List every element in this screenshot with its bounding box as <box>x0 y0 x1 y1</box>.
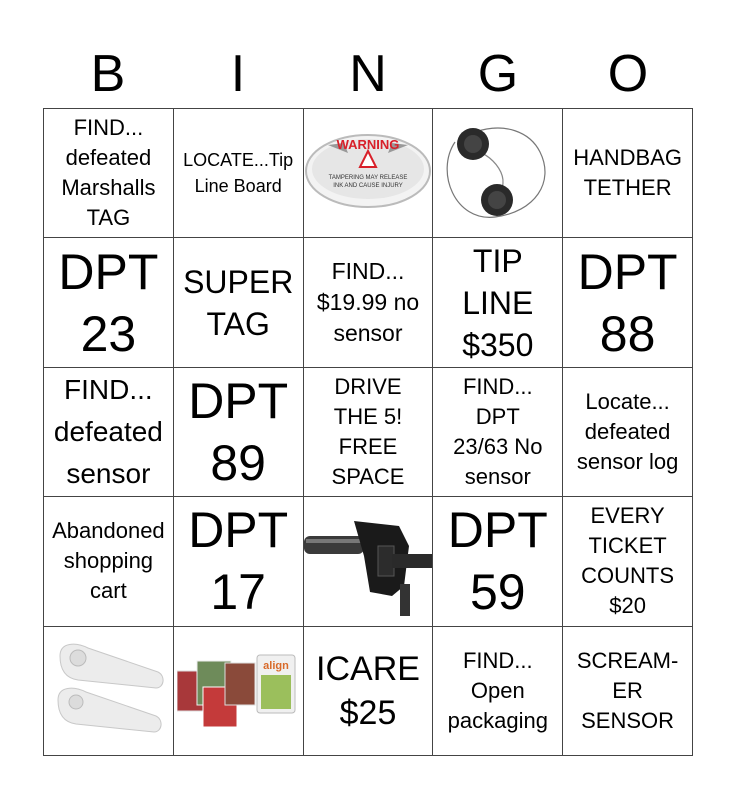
cell-text: FIND... Open packaging <box>447 647 548 733</box>
header-letter-o: O <box>607 45 649 103</box>
cell-o1[interactable] <box>563 109 693 238</box>
cell-text: SUPER TAG <box>183 263 294 342</box>
bingo-card <box>43 108 693 756</box>
cable-tether-image <box>435 112 561 234</box>
bingo-header <box>43 40 693 108</box>
cell-i1[interactable] <box>174 109 304 238</box>
cell-n5[interactable] <box>304 627 434 756</box>
cell-text: SCREAM- ER SENSOR <box>576 647 679 733</box>
cell-text: DPT 23 <box>58 243 159 362</box>
warning-line-1: TAMPERING MAY RELEASE <box>328 175 408 182</box>
cell-g4[interactable] <box>433 497 563 626</box>
cell-b3[interactable] <box>44 368 174 497</box>
hard-tag-image <box>48 636 168 746</box>
cell-g2[interactable] <box>433 238 563 367</box>
cell-n1[interactable] <box>304 109 434 238</box>
safer-boxes-image <box>177 651 299 731</box>
bottle-lock-image <box>304 506 432 616</box>
header-letter-g: G <box>477 45 519 103</box>
cell-n3[interactable] <box>304 368 434 497</box>
cell-o2[interactable] <box>563 238 693 367</box>
cell-text: DPT 89 <box>188 372 289 491</box>
cell-text: FIND... defeated sensor <box>53 373 163 489</box>
cell-n2[interactable] <box>304 238 434 367</box>
cell-text: FIND... defeated Marshalls TAG <box>61 115 156 231</box>
cell-b5[interactable] <box>44 627 174 756</box>
cell-i3[interactable] <box>174 368 304 497</box>
header-letter-i: I <box>230 45 246 103</box>
cell-g3[interactable] <box>433 368 563 497</box>
cell-b2[interactable] <box>44 238 174 367</box>
cell-i4[interactable] <box>174 497 304 626</box>
cell-g5[interactable] <box>433 627 563 756</box>
cell-text: LOCATE...Tip Line Board <box>183 150 294 197</box>
warning-tag-image <box>304 123 432 223</box>
cell-text: ICARE $25 <box>316 649 420 732</box>
cell-text: FIND... DPT 23/63 No sensor <box>453 373 543 489</box>
cell-text: FIND... $19.99 no sensor <box>316 258 420 347</box>
warning-line-2: INK AND CAUSE INJURY <box>333 183 403 190</box>
cell-text: DPT 59 <box>447 502 548 621</box>
cell-text: Locate... defeated sensor log <box>576 388 679 474</box>
cell-text: DRIVE THE 5! FREE SPACE <box>331 373 405 489</box>
cell-o4[interactable] <box>563 497 693 626</box>
cell-o5[interactable] <box>563 627 693 756</box>
cell-b4[interactable] <box>44 497 174 626</box>
header-letter-b: B <box>90 45 126 103</box>
cell-i5[interactable] <box>174 627 304 756</box>
cell-text: Abandoned shopping cart <box>52 518 165 604</box>
header-letter-n: N <box>349 45 387 103</box>
warning-title: WARNING <box>336 137 400 153</box>
cell-text: DPT 88 <box>577 243 678 362</box>
cell-text: DPT 17 <box>188 502 289 621</box>
cell-text: EVERY TICKET COUNTS $20 <box>581 503 675 619</box>
cell-n4[interactable] <box>304 497 434 626</box>
cell-o3[interactable] <box>563 368 693 497</box>
cell-text: HANDBAG TETHER <box>573 145 682 201</box>
cell-i2[interactable] <box>174 238 304 367</box>
cell-b1[interactable] <box>44 109 174 238</box>
align-box-label: align <box>263 659 290 672</box>
cell-g1[interactable] <box>433 109 563 238</box>
cell-text: TIP LINE $350 <box>462 242 534 363</box>
